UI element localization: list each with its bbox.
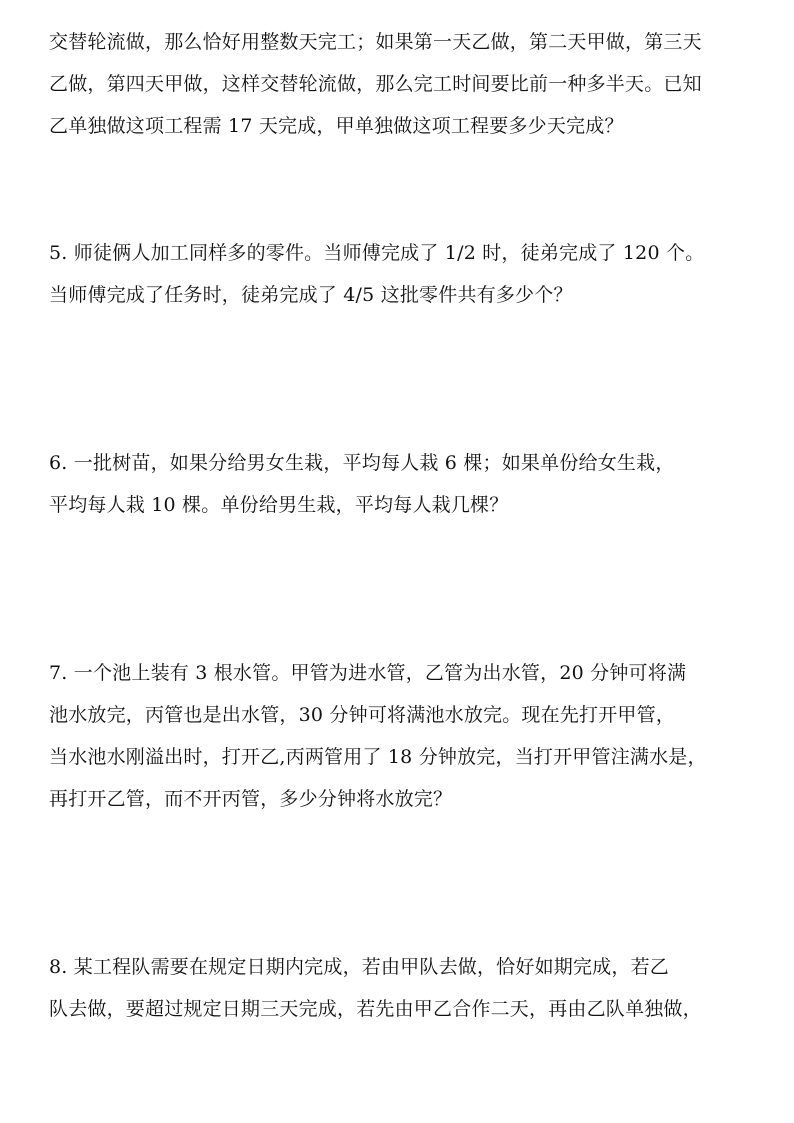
problem-line: 7. 一个池上装有 3 根水管。甲管为进水管，乙管为出水管，20 分钟可将满 bbox=[49, 662, 687, 684]
problem-line: 平均每人栽 10 棵。单份给男生栽，平均每人栽几棵？ bbox=[49, 494, 509, 516]
problem-line: 池水放完，丙管也是出水管，30 分钟可将满池水放完。现在先打开甲管， bbox=[49, 704, 676, 726]
problem-line: 5. 师徒俩人加工同样多的零件。当师傅完成了 1/2 时，徒弟完成了 120 个。 bbox=[49, 242, 705, 264]
problem-line: 当水池水刚溢出时，打开乙,丙两管用了 18 分钟放完，当打开甲管注满水是， bbox=[49, 746, 707, 768]
problem-line: 乙做，第四天甲做，这样交替轮流做，那么完工时间要比前一种多半天。已知 bbox=[49, 73, 702, 95]
problem-line: 6. 一批树苗，如果分给男女生栽，平均每人栽 6 棵；如果单份给女生栽， bbox=[49, 452, 675, 474]
problem-line: 队去做，要超过规定日期三天完成，若先由甲乙合作二天，再由乙队单独做， bbox=[49, 998, 702, 1020]
problem-line: 再打开乙管，而不开丙管，多少分钟将水放完？ bbox=[49, 788, 453, 810]
problem-line: 乙单独做这项工程需 17 天完成，甲单独做这项工程要多少天完成？ bbox=[49, 115, 624, 137]
problem-line: 8. 某工程队需要在规定日期内完成，若由甲队去做，恰好如期完成，若乙 bbox=[49, 956, 669, 978]
problem-line: 交替轮流做，那么恰好用整数天完工；如果第一天乙做，第二天甲做，第三天 bbox=[49, 31, 702, 53]
problem-line: 当师傅完成了任务时，徒弟完成了 4/5 这批零件共有多少个？ bbox=[49, 284, 573, 306]
